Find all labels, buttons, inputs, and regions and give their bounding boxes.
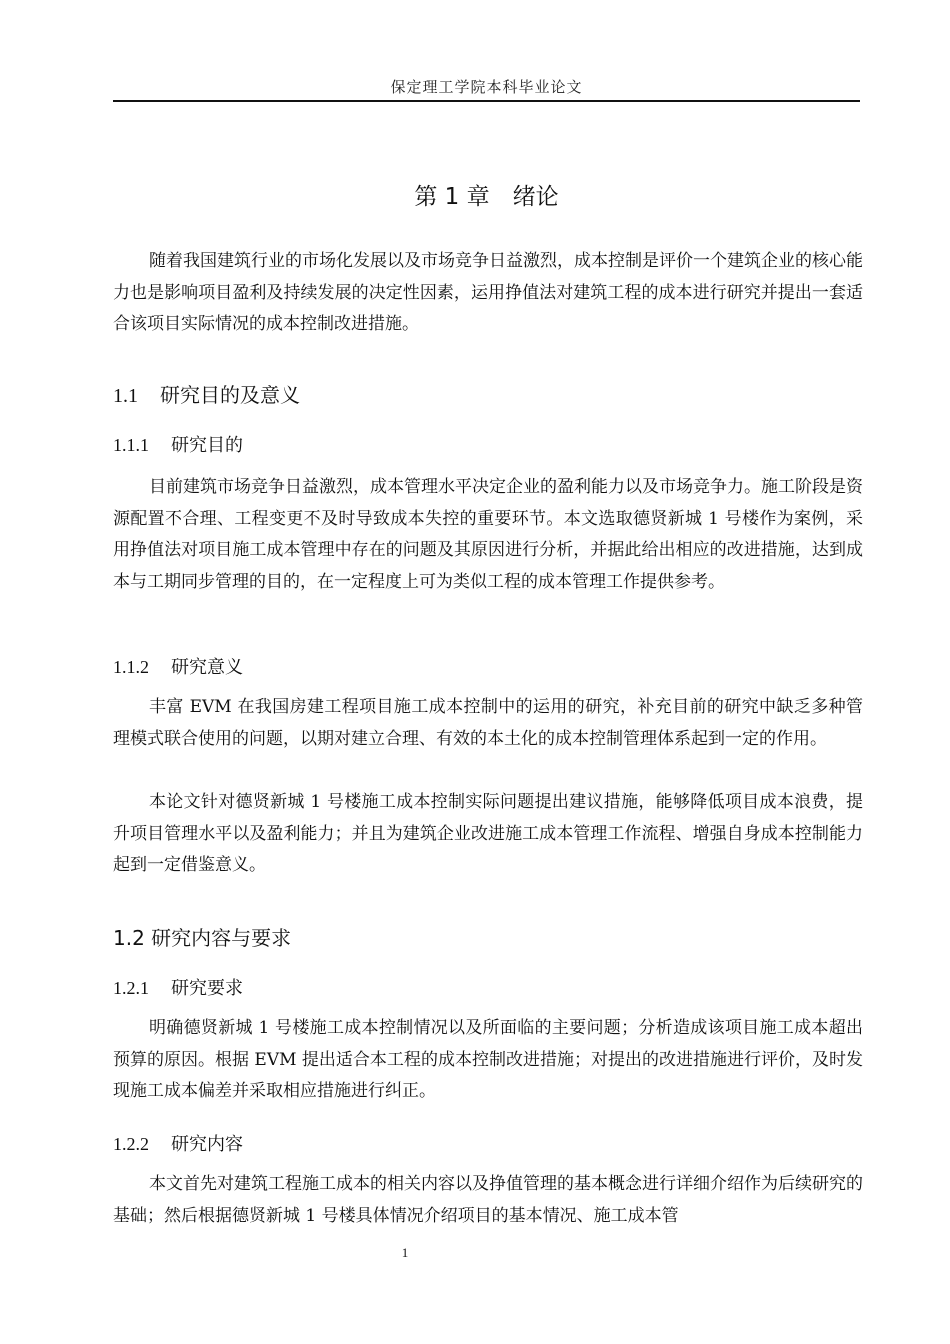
research-significance-paragraph-1: 丰富 EVM 在我国房建工程项目施工成本控制中的运用的研究，补充目前的研究中缺乏多种管理模式联合使用的问题，以期对建立合理、有效的本土化的成本控制管理体系起到一定的作用。 <box>113 697 863 749</box>
research-requirements-paragraph: 明确德贤新城 1 号楼施工成本控制情况以及所面临的主要问题；分析造成该项目施工成本超出预算的原因。根据 EVM 提出适合本工程的成本控制改进措施；对提出的改进措施进行评价，及时发现施工成本偏差并采取相应措施进行纠正。 <box>113 1018 863 1101</box>
section-1-1-1-heading <box>113 431 243 457</box>
header-rule <box>113 100 860 102</box>
section-number: 1.1 <box>113 385 138 407</box>
section-title: 研究目的 <box>171 435 243 456</box>
section-1-1-2-heading <box>113 653 243 679</box>
section-title: 研究内容 <box>171 1134 243 1155</box>
section-1-2-1-heading <box>113 974 243 1000</box>
section-title: 研究目的及意义 <box>160 383 300 407</box>
section-1-1-heading <box>113 379 300 408</box>
research-significance-paragraph-2: 本论文针对德贤新城 1 号楼施工成本控制实际问题提出建议措施，能够降低项目成本浪费，提升项目管理水平以及盈利能力；并且为建筑企业改进施工成本管理工作流程、增强自身成本控制能力起到一定借鉴意义。 <box>113 792 863 875</box>
research-purpose-paragraph: 目前建筑市场竞争日益激烈，成本管理水平决定企业的盈利能力以及市场竞争力。施工阶段是资源配置不合理、工程变更不及时导致成本失控的重要环节。本文选取德贤新城 1 号楼作为案例，采用挣值法对项目施工成本管理中存在的问题及其原因进行分析，并据此给出相应的改进措施，达到成本与工期同步管理的目的，在一定程度上可为类似工程的成本管理工作提供参考。 <box>113 477 863 592</box>
page-header: 保定理工学院本科毕业论文 <box>390 78 583 96</box>
section-1-2-2-heading <box>113 1130 243 1156</box>
section-title: 研究要求 <box>171 978 243 999</box>
section-number: 1.1.2 <box>113 657 149 677</box>
research-content-paragraph: 本文首先对建筑工程施工成本的相关内容以及挣值管理的基本概念进行详细介绍作为后续研究的基础；然后根据德贤新城 1 号楼具体情况介绍项目的基本情况、施工成本管 <box>113 1174 863 1226</box>
section-title: 研究意义 <box>171 657 243 678</box>
section-number: 1.2.2 <box>113 1134 149 1154</box>
page-number: 1 <box>401 1245 409 1260</box>
chapter-title: 第 1 章 绪论 <box>414 184 559 210</box>
section-1-2-heading: 1.2 研究内容与要求 <box>113 926 292 950</box>
section-number: 1.2.1 <box>113 978 149 998</box>
section-number: 1.1.1 <box>113 435 149 455</box>
intro-paragraph: 随着我国建筑行业的市场化发展以及市场竞争日益激烈，成本控制是评价一个建筑企业的核心能力也是影响项目盈利及持续发展的决定性因素，运用挣值法对建筑工程的成本进行研究并提出一套适合该项目实际情况的成本控制改进措施。 <box>113 251 863 334</box>
